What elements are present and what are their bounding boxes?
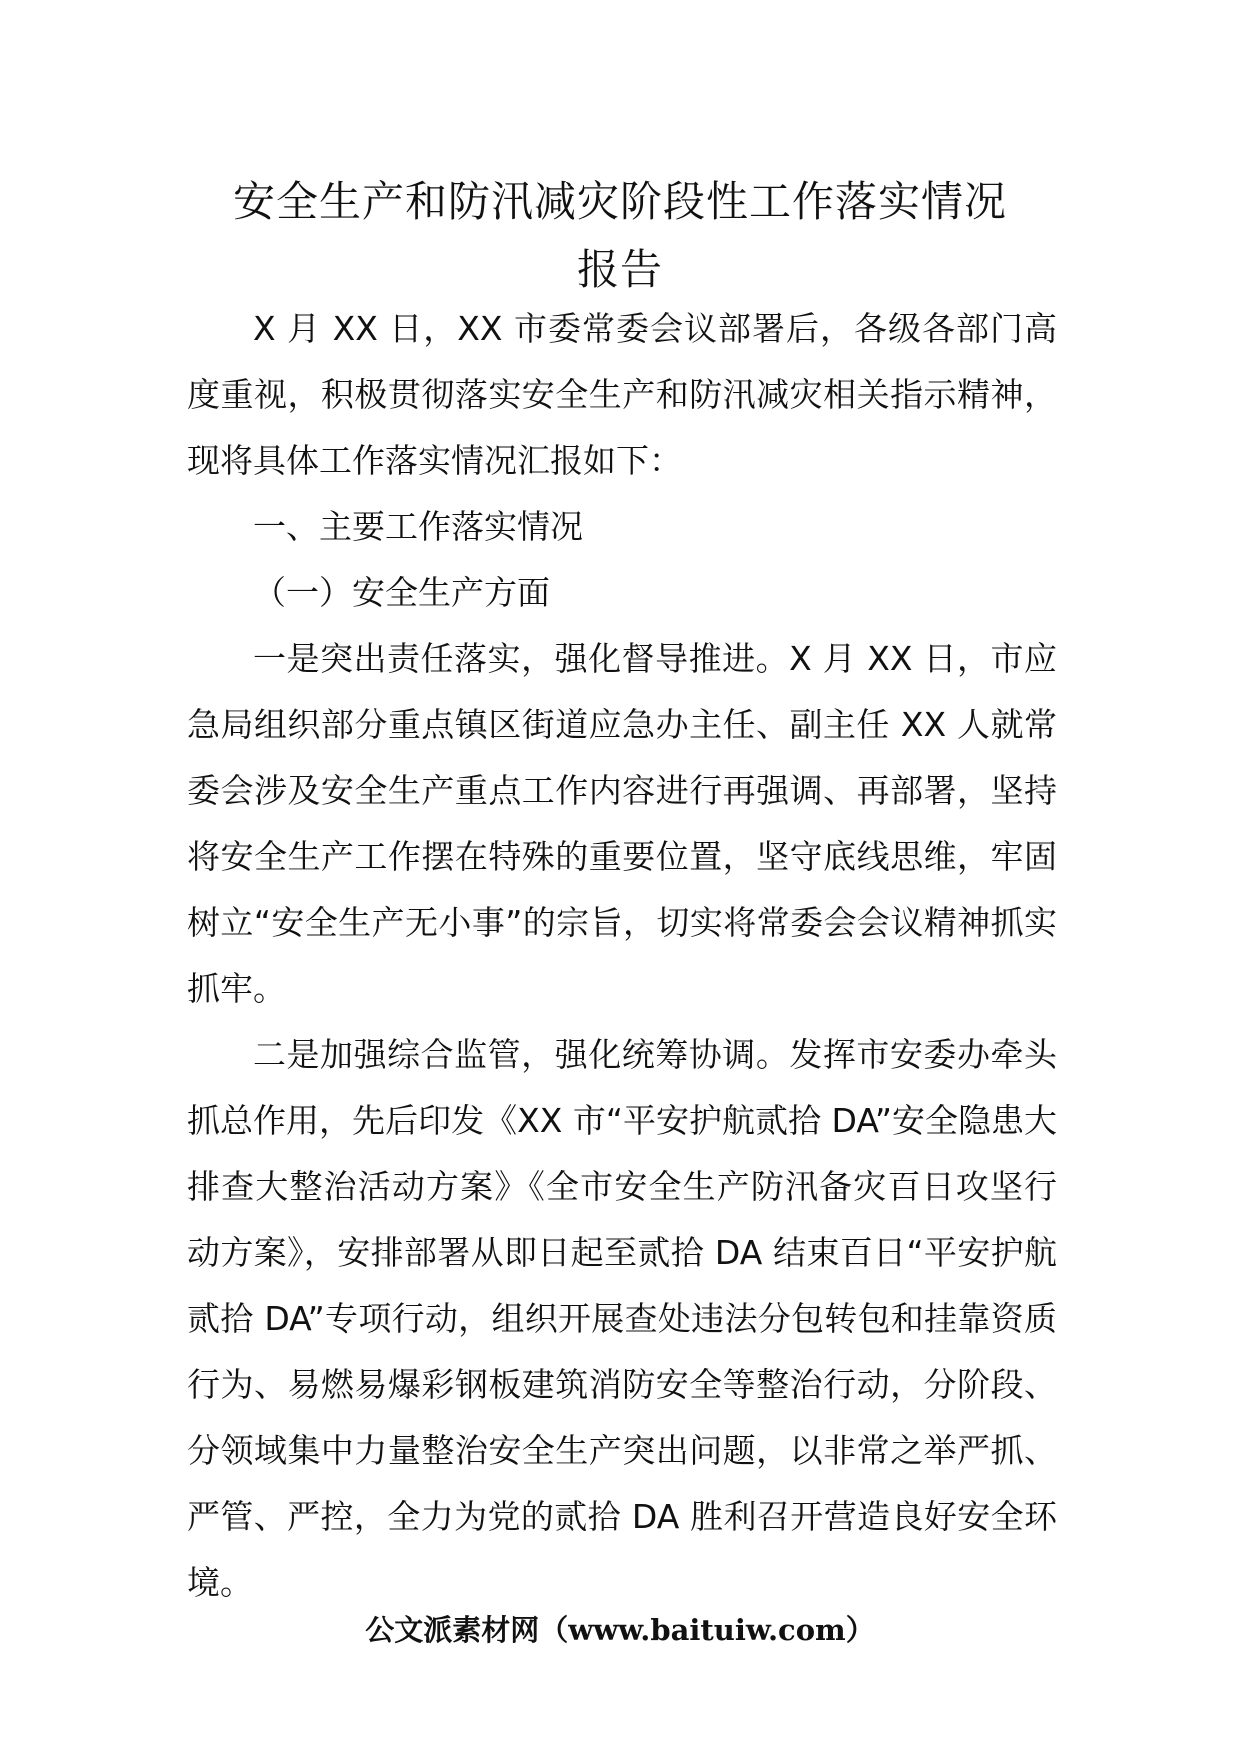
document-body: [187, 296, 1057, 1616]
title-line-2: 报告: [576, 245, 663, 294]
body-paragraph-2: 二是加强综合监管，强化统筹协调。发挥市安委办牵头抓总作用，先后印发《XX 市“平安护航贰拾 DA”安全隐患大排查大整治活动方案》《全市安全生产防汛备灾百日攻坚行动方案》，安排部署从即日起至贰拾 DA 结束百日“平安护航贰拾 DA”专项行动，组织开展查处违法分包转包和挂靠资质行为、易燃易爆彩钢板建筑消防安全等整治行动，分阶段、分领域集中力量整治安全生产突出问题，以非常之举严抓、严管、严控，全力为党的贰拾 DA 胜利召开营造良好安全环境。: [187, 1035, 1057, 1602]
title-line-1: 安全生产和防汛减灾阶段性工作落实情况: [232, 177, 1007, 226]
document-title: [140, 168, 1100, 304]
body-paragraph-1: 一是突出责任落实，强化督导推进。X 月 XX 日，市应急局组织部分重点镇区街道应急办主任、副主任 XX 人就常委会涉及安全生产重点工作内容进行再强调、再部署，坚持将安全生产工作摆在特殊的重要位置，坚守底线思维，牢固树立“安全生产无小事”的宗旨，切实将常委会会议精神抓实抓牢。: [187, 639, 1057, 1008]
section-heading: 一、主要工作落实情况: [253, 507, 583, 546]
intro-paragraph: X 月 XX 日，XX 市委常委会议部署后，各级各部门高度重视，积极贯彻落实安全生产和防汛减灾相关指示精神，现将具体工作落实情况汇报如下：: [187, 309, 1057, 480]
subsection-heading: （一）安全生产方面: [253, 573, 550, 612]
footer-watermark: 公文派素材网（www.baituiw.com）: [365, 1613, 875, 1647]
